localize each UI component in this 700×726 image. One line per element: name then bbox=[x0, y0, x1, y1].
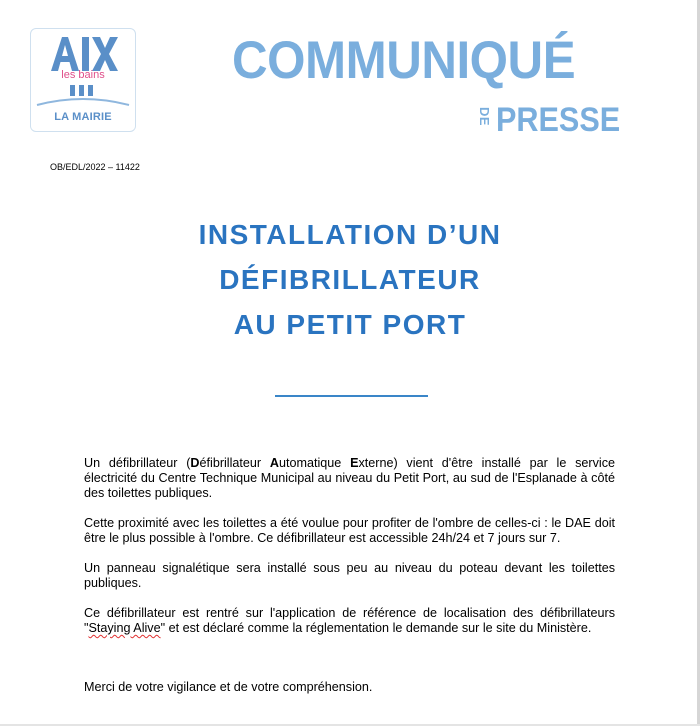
paragraph-3: Un panneau signalétique sera installé sous peu au niveau du poteau devant les toilettes publiques. bbox=[84, 561, 615, 590]
headline-line-2: DÉFIBRILLATEUR bbox=[219, 264, 481, 295]
paragraph-2: Cette proximité avec les toilettes a été voulue pour profiter de l'ombre de celles-ci : le DAE doit être le plus possible à l'ombre. Ce défibrillateur est accessible 24h/24 et 7 jours sur 7. bbox=[84, 516, 615, 545]
paragraph-1: Un défibrillateur (Défibrillateur Automatique Externe) vient d'être installé par le service électricité du Centre Technique Municipal au niveau du Petit Port, au sud de l'Esplanade à côté des toilettes publiques. bbox=[84, 456, 615, 500]
communique-title: COMMUNIQUÉ bbox=[232, 31, 576, 90]
presse-title: PRESSE bbox=[496, 101, 621, 139]
closing-line: Merci de votre vigilance et de votre compréhension. bbox=[84, 680, 373, 694]
headline bbox=[100, 212, 600, 347]
body-text bbox=[84, 456, 615, 651]
de-label-wrap bbox=[478, 107, 492, 137]
paragraph-4: Ce défibrillateur est rentré sur l'application de référence de localisation des défibrillateurs "Staying Alive" et est déclaré comme la réglementation le demande sur le site du Ministère. bbox=[84, 606, 615, 635]
headline-line-1: INSTALLATION D’UN bbox=[198, 219, 502, 250]
logo-subtitle: les bains bbox=[61, 69, 105, 81]
mairie-logo bbox=[30, 28, 136, 132]
logo-mairie-label: LA MAIRIE bbox=[54, 111, 112, 123]
headline-divider bbox=[275, 395, 428, 397]
de-label: DE bbox=[477, 107, 492, 127]
headline-line-3: AU PETIT PORT bbox=[233, 309, 467, 340]
staying-alive-text: Staying Alive bbox=[88, 621, 161, 635]
reference-number: OB/EDL/2022 – 11422 bbox=[50, 162, 140, 172]
